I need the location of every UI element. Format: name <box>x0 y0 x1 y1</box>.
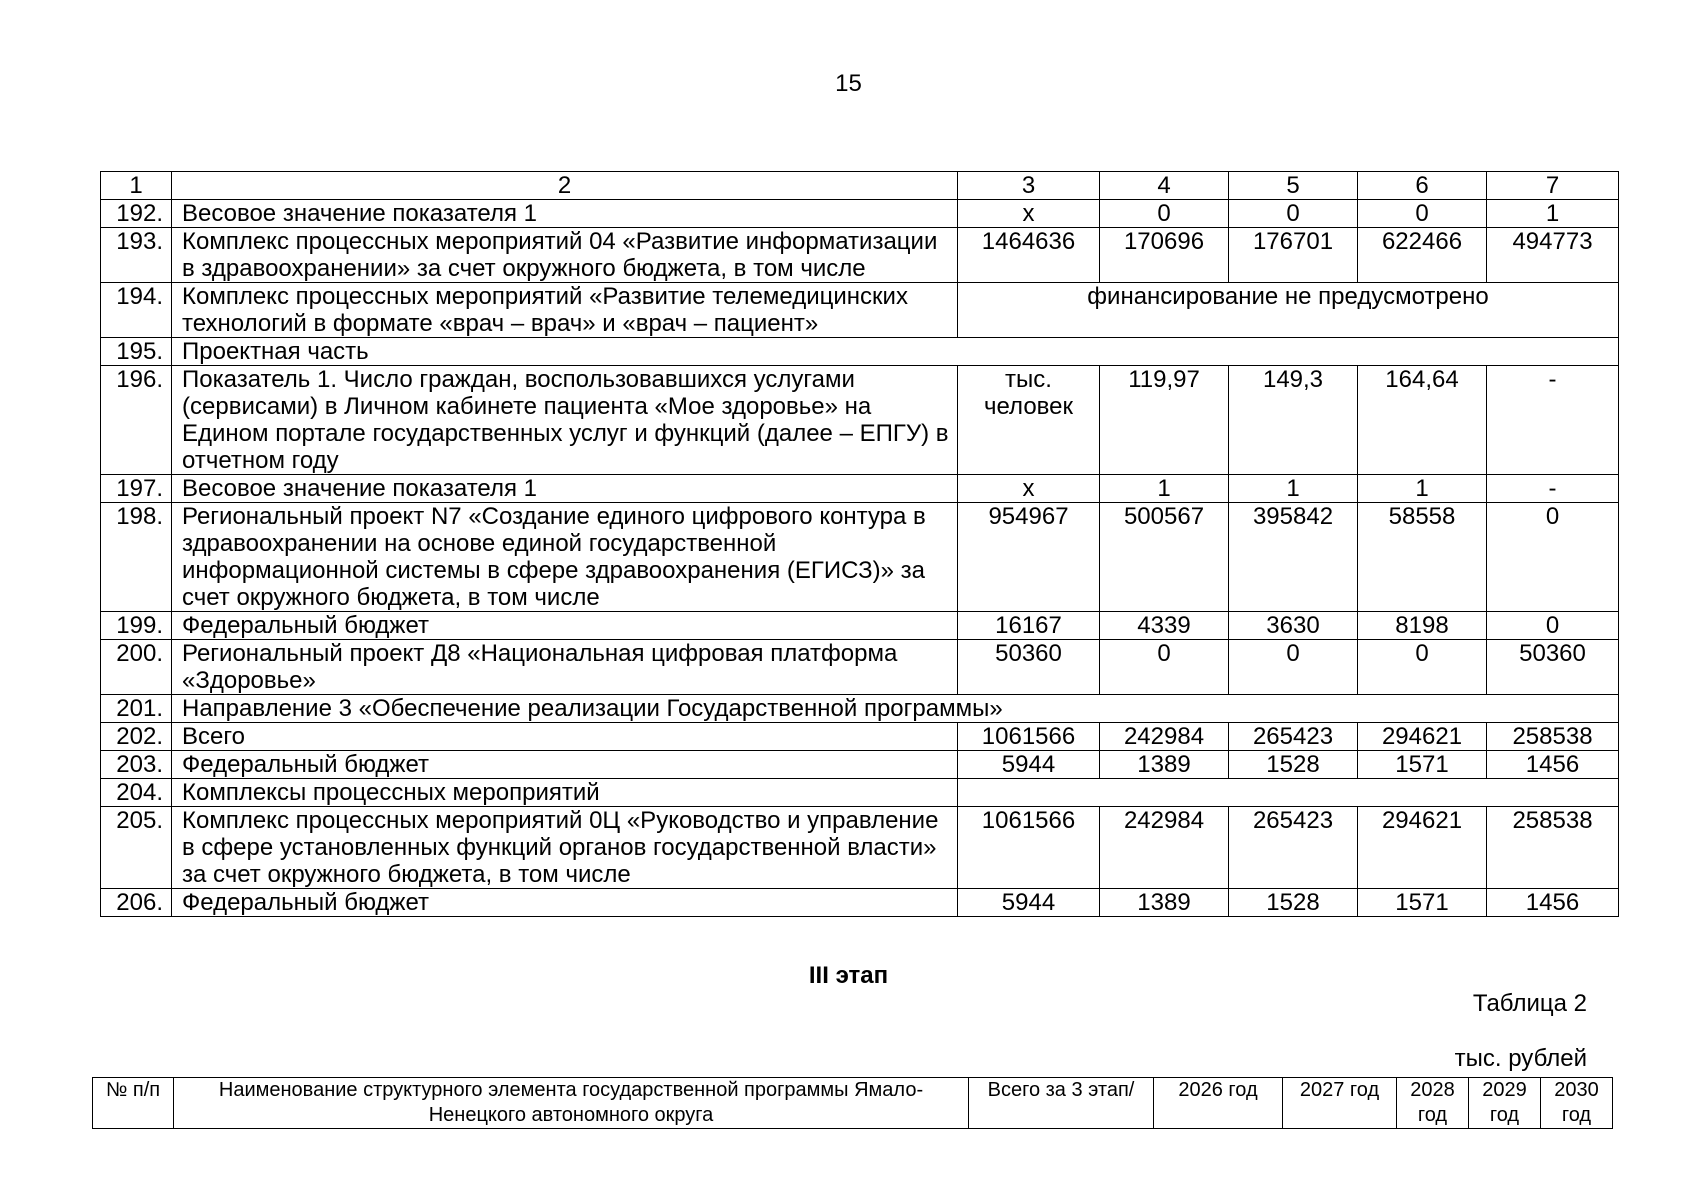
header-num: № п/п <box>93 1078 174 1129</box>
row-value: 50360 <box>1487 640 1619 695</box>
row-value: 258538 <box>1487 723 1619 751</box>
units-label: тыс. рублей <box>1454 1045 1587 1072</box>
row-name: Комплексы процессных мероприятий <box>172 779 958 807</box>
row-number: 193. <box>101 228 172 283</box>
header-cell: 5 <box>1229 172 1358 200</box>
row-value: 0 <box>1358 200 1487 228</box>
row-value: 58558 <box>1358 503 1487 612</box>
header-cell: 2 <box>172 172 958 200</box>
row-value: - <box>1487 366 1619 475</box>
header-row <box>101 172 1619 200</box>
row-value: 4339 <box>1100 612 1229 640</box>
stage3-header-row <box>93 1078 1613 1129</box>
row-value: 1061566 <box>958 807 1100 889</box>
row-name: Комплекс процессных мероприятий 0Ц «Руководство и управление в сфере установленных функций органов государственной власти» за счет окружного бюджета, в том числе <box>172 807 958 889</box>
row-name: Весовое значение показателя 1 <box>172 475 958 503</box>
table-row <box>101 228 1619 283</box>
header-total: Всего за 3 этап/ <box>969 1078 1154 1129</box>
table-row <box>101 338 1619 366</box>
header-2028: 2028 год <box>1397 1078 1469 1129</box>
row-value: 0 <box>1487 612 1619 640</box>
row-value: 1 <box>1100 475 1229 503</box>
table-row <box>101 200 1619 228</box>
row-value: x <box>958 475 1100 503</box>
row-value: 395842 <box>1229 503 1358 612</box>
row-value: 176701 <box>1229 228 1358 283</box>
row-merged-value: финансирование не предусмотрено <box>958 283 1619 338</box>
row-value: 265423 <box>1229 723 1358 751</box>
row-value: 954967 <box>958 503 1100 612</box>
row-value: 1571 <box>1358 889 1487 917</box>
row-value: 0 <box>1229 200 1358 228</box>
table-row <box>101 503 1619 612</box>
row-value: 1571 <box>1358 751 1487 779</box>
row-value: 0 <box>1358 640 1487 695</box>
row-number: 202. <box>101 723 172 751</box>
row-value: 1528 <box>1229 889 1358 917</box>
row-value: 494773 <box>1487 228 1619 283</box>
row-number: 197. <box>101 475 172 503</box>
table-row <box>101 283 1619 338</box>
row-value: 1389 <box>1100 751 1229 779</box>
row-name: Весовое значение показателя 1 <box>172 200 958 228</box>
row-name: Направление 3 «Обеспечение реализации Государственной программы» <box>172 695 1619 723</box>
row-name: Федеральный бюджет <box>172 889 958 917</box>
row-number: 198. <box>101 503 172 612</box>
row-number: 194. <box>101 283 172 338</box>
header-2030: 2030 год <box>1541 1078 1613 1129</box>
row-value: 164,64 <box>1358 366 1487 475</box>
row-value: 294621 <box>1358 723 1487 751</box>
row-number: 203. <box>101 751 172 779</box>
header-2029: 2029 год <box>1469 1078 1541 1129</box>
table-row <box>101 366 1619 475</box>
row-value: 258538 <box>1487 807 1619 889</box>
header-cell: 3 <box>958 172 1100 200</box>
row-name: Региональный проект N7 «Создание единого цифрового контура в здравоохранении на основе единой государственной информационной системы в сфере здравоохранения (ЕГИСЗ)» за счет окружного бюджета, в том числе <box>172 503 958 612</box>
row-value: 0 <box>1100 200 1229 228</box>
main-table <box>100 171 1619 917</box>
row-value: 170696 <box>1100 228 1229 283</box>
row-number: 205. <box>101 807 172 889</box>
row-name: Комплекс процессных мероприятий «Развитие телемедицинских технологий в формате «врач – врач» и «врач – пациент» <box>172 283 958 338</box>
table-row <box>101 612 1619 640</box>
row-name: Показатель 1. Число граждан, воспользовавшихся услугами (сервисами) в Личном кабинете пациента «Мое здоровье» на Едином портале государственных услуг и функций (далее – ЕПГУ) в отчетном году <box>172 366 958 475</box>
row-number: 195. <box>101 338 172 366</box>
header-2027: 2027 год <box>1283 1078 1397 1129</box>
row-value: 1 <box>1487 200 1619 228</box>
row-name: Федеральный бюджет <box>172 612 958 640</box>
row-number: 201. <box>101 695 172 723</box>
row-number: 206. <box>101 889 172 917</box>
table-row <box>101 807 1619 889</box>
row-value: 1 <box>1229 475 1358 503</box>
header-cell: 6 <box>1358 172 1487 200</box>
page-number: 15 <box>835 70 862 97</box>
row-value: 8198 <box>1358 612 1487 640</box>
table-row <box>101 640 1619 695</box>
header-2026: 2026 год <box>1154 1078 1283 1129</box>
row-value: 119,97 <box>1100 366 1229 475</box>
row-value: 242984 <box>1100 723 1229 751</box>
row-value: 149,3 <box>1229 366 1358 475</box>
table-row <box>101 475 1619 503</box>
row-value: 622466 <box>1358 228 1487 283</box>
row-name: Комплекс процессных мероприятий 04 «Развитие информатизации в здравоохранении» за счет окружного бюджета, в том числе <box>172 228 958 283</box>
table-row <box>101 695 1619 723</box>
row-value: тыс. человек <box>958 366 1100 475</box>
row-value: - <box>1487 475 1619 503</box>
row-value: 0 <box>1100 640 1229 695</box>
table-row <box>101 889 1619 917</box>
row-value: 16167 <box>958 612 1100 640</box>
row-value: 0 <box>1229 640 1358 695</box>
row-value: 242984 <box>1100 807 1229 889</box>
header-cell: 1 <box>101 172 172 200</box>
header-name: Наименование структурного элемента государственной программы Ямало-Ненецкого автономного округа <box>174 1078 969 1129</box>
row-value: 1528 <box>1229 751 1358 779</box>
row-number: 200. <box>101 640 172 695</box>
row-value: 50360 <box>958 640 1100 695</box>
stage-title: III этап <box>808 962 889 989</box>
row-name: Проектная часть <box>172 338 1619 366</box>
header-cell: 7 <box>1487 172 1619 200</box>
row-value: 3630 <box>1229 612 1358 640</box>
row-value: 5944 <box>958 751 1100 779</box>
table-label: Таблица 2 <box>1472 990 1587 1017</box>
row-name: Федеральный бюджет <box>172 751 958 779</box>
row-value: x <box>958 200 1100 228</box>
row-name: Всего <box>172 723 958 751</box>
row-value: 294621 <box>1358 807 1487 889</box>
row-value: 500567 <box>1100 503 1229 612</box>
stage3-table <box>92 1077 1613 1129</box>
table-row <box>101 779 1619 807</box>
row-value: 1 <box>1358 475 1487 503</box>
row-number: 196. <box>101 366 172 475</box>
header-cell: 4 <box>1100 172 1229 200</box>
row-number: 204. <box>101 779 172 807</box>
row-name: Региональный проект Д8 «Национальная цифровая платформа «Здоровье» <box>172 640 958 695</box>
row-value: 1061566 <box>958 723 1100 751</box>
row-number: 192. <box>101 200 172 228</box>
row-value: 1389 <box>1100 889 1229 917</box>
row-value: 5944 <box>958 889 1100 917</box>
table-row <box>101 751 1619 779</box>
row-value: 1464636 <box>958 228 1100 283</box>
row-merged-value <box>958 779 1619 807</box>
row-value: 0 <box>1487 503 1619 612</box>
row-value: 265423 <box>1229 807 1358 889</box>
row-value: 1456 <box>1487 889 1619 917</box>
table-row <box>101 723 1619 751</box>
row-number: 199. <box>101 612 172 640</box>
row-value: 1456 <box>1487 751 1619 779</box>
